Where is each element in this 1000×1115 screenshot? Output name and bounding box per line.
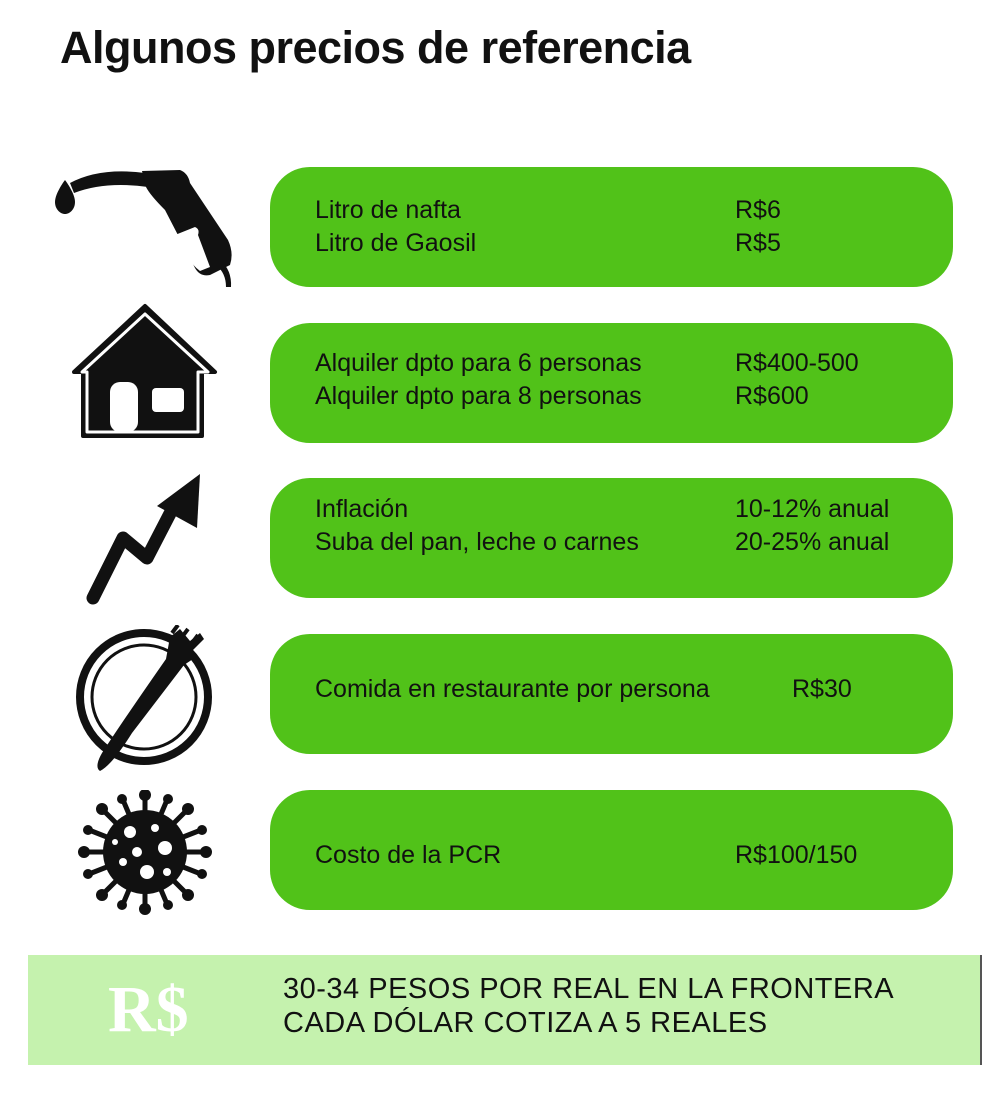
price-value: R$5 (735, 229, 781, 257)
virus-icon (75, 790, 215, 915)
price-label: Alquiler dpto para 8 personas (315, 382, 642, 410)
price-value: R$30 (792, 675, 852, 703)
price-value: 10-12% anual (735, 495, 890, 523)
plate-fork-icon (72, 625, 222, 775)
house-icon (70, 302, 220, 440)
fuel-pump-icon (50, 165, 240, 290)
price-value: R$400-500 (735, 349, 859, 377)
price-label: Litro de Gaosil (315, 229, 477, 257)
price-label: Suba del pan, leche o carnes (315, 528, 639, 556)
price-value: R$600 (735, 382, 809, 410)
price-label: Costo de la PCR (315, 841, 502, 869)
price-card-rent (270, 323, 953, 443)
price-value: R$100/150 (735, 841, 858, 869)
price-label: Litro de nafta (315, 196, 461, 224)
trend-up-arrow-icon (85, 470, 210, 605)
exchange-line-1: 30-34 PESOS POR REAL EN LA FRONTERA (283, 973, 895, 1005)
price-card-inflation (270, 478, 953, 598)
price-card-restaurant (270, 634, 953, 754)
exchange-rate-banner (28, 955, 982, 1065)
real-currency-symbol: R$ (108, 973, 189, 1046)
price-label: Comida en restaurante por persona (315, 675, 710, 703)
page-title: Algunos precios de referencia (60, 22, 691, 73)
price-value: 20-25% anual (735, 528, 890, 556)
price-label: Inflación (315, 495, 409, 523)
price-card-pcr (270, 790, 953, 910)
exchange-line-2: CADA DÓLAR COTIZA A 5 REALES (283, 1007, 768, 1039)
price-label: Alquiler dpto para 6 personas (315, 349, 642, 377)
price-card-fuel (270, 167, 953, 287)
price-value: R$6 (735, 196, 781, 224)
